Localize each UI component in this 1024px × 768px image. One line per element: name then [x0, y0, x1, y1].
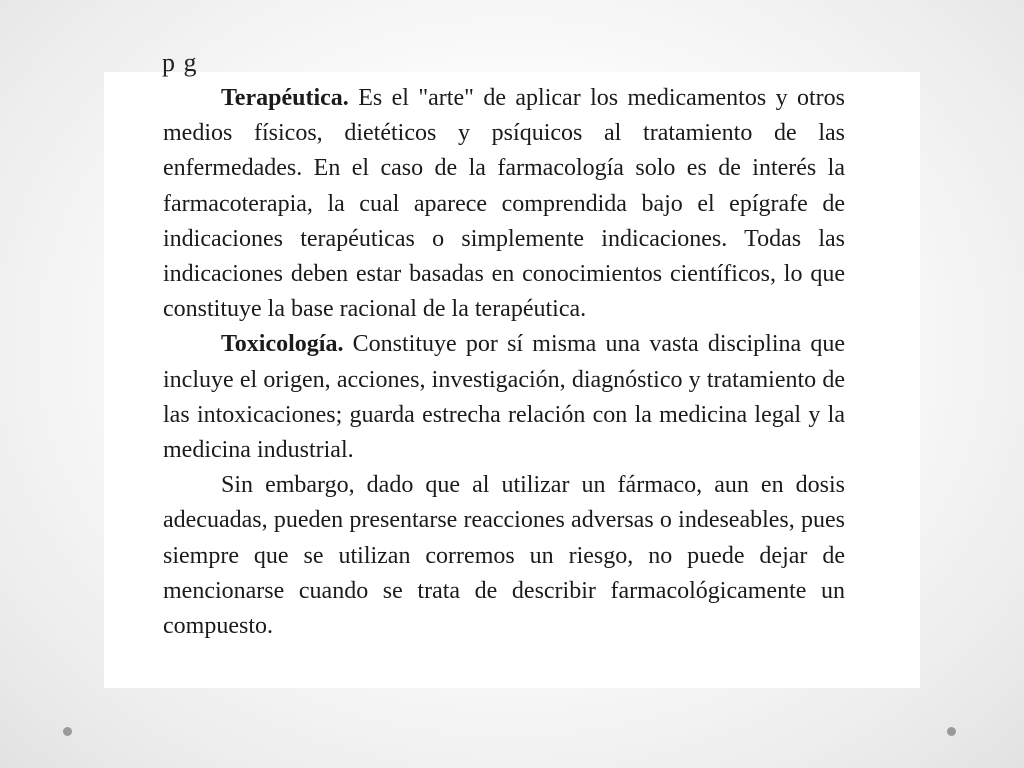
- bullet-dot-icon: [63, 727, 72, 736]
- term-terapeutica: Terapéutica.: [221, 85, 349, 111]
- term-toxicologia: Toxicología.: [221, 331, 344, 358]
- paragraph-toxicologia: [163, 327, 845, 468]
- cropped-previous-line: p g: [162, 48, 198, 77]
- paragraph-text: Sin embargo, dado que al utilizar un fármaco, aun en dosis adecuadas, pueden presentarse reacciones adversas o indeseables, pues siempre que se utilizan corremos un riesgo, no puede dejar de mencionarse cuando se trata de describir farmacológicamente un compuesto.: [163, 472, 845, 640]
- document-body: [163, 81, 845, 644]
- bullet-dot-icon: [947, 727, 956, 736]
- paragraph-terapeutica: [163, 81, 845, 327]
- paragraph-sin-embargo: [163, 468, 845, 644]
- paragraph-text: Es el "arte" de aplicar los medicamentos y otros medios físicos, dietéticos y psíquicos al tratamiento de las enfermedades. En el caso de la farmacología solo es de interés la farmacoterapia, la cual aparece comprendida bajo el epígrafe de indicaciones terapéuticas o simplemente indicaciones. Todas las indicaciones deben estar basadas en conocimientos científicos, lo que constituye la base racional de la terapéutica.: [163, 85, 845, 323]
- paragraph-text: Constituye por sí misma una vasta disciplina que incluye el origen, acciones, investigación, diagnóstico y tratamiento de las intoxicaciones; guarda estrecha relación con la medicina legal y la medicina industrial.: [163, 331, 845, 464]
- scanned-page-excerpt: [104, 48, 920, 688]
